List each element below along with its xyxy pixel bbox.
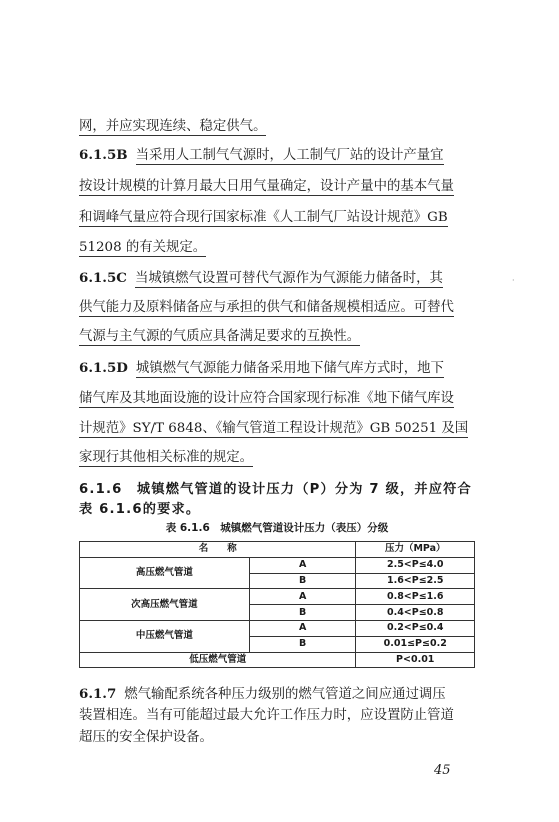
row-name: 高压燃气管道 [80, 557, 250, 589]
text-line: 网，并应实现连续、稳定供气。 [79, 119, 267, 134]
clause-number: 6.1.5C [79, 270, 127, 286]
clause-6-1-7 [79, 684, 475, 704]
row-grade: A [249, 557, 356, 573]
row-pressure: 0.2<P≤0.4 [356, 620, 475, 636]
clause-6-1-5b [79, 145, 475, 165]
row-pressure: 1.6<P≤2.5 [356, 573, 475, 589]
clause-number: 6.1.7 [79, 686, 117, 702]
clause-line [79, 327, 475, 347]
table-row [80, 557, 475, 573]
clause-6-1-5d [79, 358, 475, 378]
table-header-row [80, 542, 475, 558]
clause-line [79, 389, 475, 409]
text-line: 当城镇燃气设置可替代气源作为气源能力储备时，其 [134, 271, 443, 286]
text-line: 计规范》SY/T 6848、《输气管道工程设计规范》GB 50251 及国 [79, 421, 469, 436]
clause-number: 6.1.5D [79, 360, 128, 376]
row-pressure: P<0.01 [356, 652, 475, 668]
clause-line [79, 448, 475, 468]
clause-line: 装置相连。当有可能超过最大允许工作压力时，应设置防止管道 [79, 708, 454, 723]
text-line: 家现行其他相关标准的规定。 [79, 450, 254, 465]
row-grade: A [249, 620, 356, 636]
clause-6-1-6: 6.1.6 城镇燃气管道的设计压力（P）分为 7 级，并应符合 [79, 482, 472, 497]
table-row [80, 589, 475, 605]
clause-line [79, 298, 475, 318]
table-row [80, 620, 475, 636]
clause-line: 超压的安全保护设备。 [79, 730, 213, 745]
text-line: 按设计规模的计算月最大日用气量确定，设计产量中的基本气量 [79, 179, 454, 194]
header-pressure: 压力（MPa） [356, 542, 475, 558]
row-pressure: 0.4<P≤0.8 [356, 605, 475, 621]
row-grade: B [249, 605, 356, 621]
row-name: 次高压燃气管道 [80, 589, 250, 621]
clause-line [79, 177, 475, 197]
text-line: 气源与主气源的气质应具备满足要求的互换性。 [79, 329, 361, 344]
paragraph-continuation [79, 117, 475, 137]
speck: · [512, 276, 515, 285]
page-number: 45 [434, 763, 451, 778]
row-pressure: 2.5<P≤4.0 [356, 557, 475, 573]
clause-number: 6.1.5B [79, 147, 128, 163]
text-line: 供气能力及原料储备应与承担的供气和储备规模相适应。可替代 [79, 300, 454, 315]
row-pressure: 0.8<P≤1.6 [356, 589, 475, 605]
row-pressure: 0.01≤P≤0.2 [356, 636, 475, 652]
clause-6-1-5c [79, 268, 475, 288]
table-row [80, 652, 475, 668]
text-line: 燃气输配系统各种压力级别的燃气管道之间应通过调压 [124, 687, 446, 702]
row-grade: B [249, 573, 356, 589]
pressure-class-table [79, 541, 475, 668]
row-grade: A [249, 589, 356, 605]
row-name: 中压燃气管道 [80, 620, 250, 652]
clause-line [79, 419, 475, 439]
row-name: 低压燃气管道 [80, 652, 356, 668]
clause-line [79, 208, 475, 228]
text-line: 和调峰气量应符合现行国家标准《人工制气厂站设计规范》GB [79, 210, 448, 225]
text-line: 城镇燃气气源能力储备采用地下储气库方式时，地下 [135, 361, 444, 376]
header-name: 名 称 [80, 542, 356, 558]
clause-line: 表 6.1.6的要求。 [79, 502, 201, 517]
text-line: 储气库及其地面设施的设计应符合国家现行标准《地下储气库设 [79, 391, 454, 406]
text-line: 当采用人工制气气源时，人工制气厂站的设计产量宜 [135, 148, 444, 163]
text-line: 51208 的有关规定。 [79, 240, 207, 255]
row-grade: B [249, 636, 356, 652]
table-caption: 表 6.1.6 城镇燃气管道设计压力（表压）分级 [165, 522, 389, 534]
clause-line [79, 238, 475, 258]
